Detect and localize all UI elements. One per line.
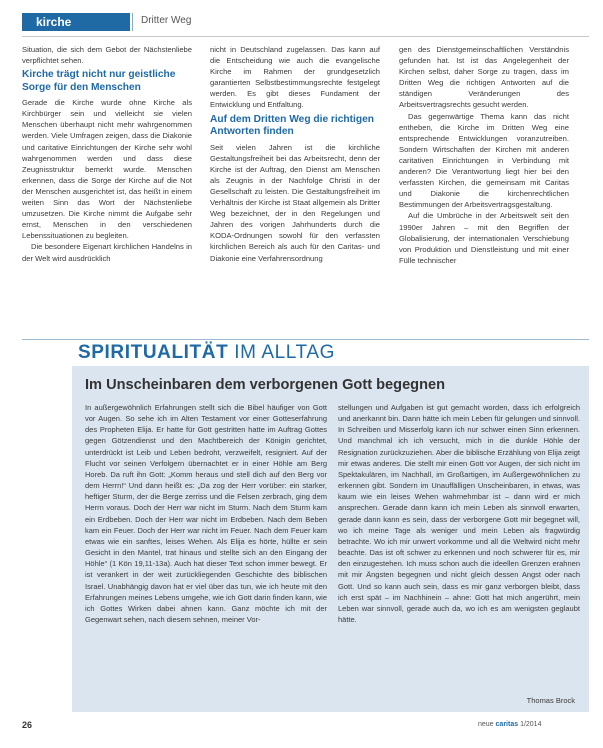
article-column-2 [210, 44, 380, 336]
source-issue: 1/2014 [520, 721, 542, 728]
page-number: 26 [22, 720, 33, 730]
article-paragraph: Auf die Umbrüche in der Arbeitswelt seit den 1990er Jahren – mit den Begriffen der Globalisierung, der internationalen Verschiebung von Produktion und Dienstleistung und mit einer Fülle technischer [399, 211, 569, 265]
spirituality-column-2: stellungen und Aufgaben ist gut gemacht worden, dass ich erfolgreich und anerkannt bin. Dann hätte ich mein Leben für gelungen und sinnvoll. In Schreiben und Misserfolg kann ich nur schwer einen Sinn erkennen. Und manchmal ich ich versucht, mich in die dunkle Höhle der Resignation zurückzuziehen. Aber die biblische Erzählung von Elija zeigt mir etwas anderes. Die stellt mir einen Gott vor Augen, der sich nicht im Spektakulären, im Nachhall, im Großartigen, im Außergewöhnlichen zu erkennen gibt. Sondern im Unauffälligen Unscheinbaren, in etwas, was kaum wie ein leises Wehen wahrnehmbar ist – dann wird er mich ansprechen. Gerade dann kann ich mein Leben als sinnvoll erwarten, gerade dann kann es sein, dass der verborgene Gott mir begegnet will, wo ich meine Tage als weniger und mein Leben als fragwürdig betrachte. Wo ich mir unwert vorkomme und all die Weltwird nicht mehr beachte. Das ist oft schwer zu erkennen und noch schwerer für es, mir den einzugestehen. Ich muss schon auch die ideellen Grenzen erahnen mit mir Ängsten begegnen und nicht gleich dessen Angst oder nach Gott. Und so kann auch sein, dass es mir ganz verborgen bleibt, dass ich erst spät – im Nachhinein – ahne: Gott hat mich angerührt, mein Leben war sinnvoll, gerade auch da, wo ich es am wenigsten geglaubt hätte. [338, 403, 580, 624]
article-subheading: Auf dem Dritten Weg die richtigen Antworten finden [210, 113, 374, 138]
source-brand: caritas [495, 721, 519, 728]
header-separator [132, 13, 133, 31]
spirituality-column-1: In außergewöhnlich Erfahrungen stellt sich die Bibel häufiger von Gott vor Augen. So sehe ich im Alten Testament vor einer Gotteserfahrung des Propheten Elija. Er hatte für Gott gestritten hatte im Auftrag Gottes gegen Götzendienst und den Machtbereich der Königin gerichtet, unterdrückt ist Leib und Leben bedroht, verzweifelt, resigniert. Auf der Flucht vor seinen Verfolgern übernachtet er in einer Höhle am Berg Horeb. Da ruft ihn Gott: „Komm heraus und stell dich auf den Berg vor dem Herrn!“ Und dann heißt es: „Da zog der Herr vorüber: ein starker, heftiger Sturm, der die Berge zerriss und die Felsen zerbrach, ging dem Herrn voraus. Doch der Herr war nicht im Sturm. Nach dem Sturm kam ein Erdbeben. Doch der Herr war nicht im Erdbeben. Nach dem Beben kam ein Feuer. Doch der Herr war nicht im Feuer. Nach dem Feuer kam etwas wie ein sanftes, leises Wehen. Als Elija es hörte, hüllte er sein Gesicht in den Mantel, trat hinaus und stellte sich an den Eingang der Höhle“ (1 Kön 19,11-13a). Auch hat dieser Text schon immer bewegt. Er ist verankert in der weit zurückliegenden Geschichte des biblischen Israel. Unabhängig davon hat er viel über das tun, wie ich heute mit den Erfahrungen meines Lebens umgehe, wie ich Gott darin finden kann, wie ich Gottes Wirken dabei ahnen kann. Ganz möchte ich mit der Gegenwart sehen, nach diesem sehnen, meiner Vor- [85, 403, 327, 624]
spirituality-title-light: IM ALLTAG [234, 342, 335, 363]
article-paragraph: Situation, die sich dem Gebot der Nächstenliebe verpflichtet sehen. [22, 45, 192, 66]
subsection-label: Dritter Weg [141, 15, 192, 26]
article-paragraph: nicht in Deutschland zugelassen. Das kann auf die Entscheidung wie auch die evangelische Kirche im Rahmen der grundgesetzlich garantierten Selbstbestimmungsrechte festgelegt werden. Es gibt dieses Fundament der Entwicklung und Entfaltung. [210, 45, 380, 110]
article-paragraph: Die besondere Eigenart kirchlichen Handelns in der Welt wird ausdrücklich [22, 242, 192, 263]
article-paragraph: Das gegenwärtige Thema kann das nicht entheben, die Kirche im Dritten Weg eine entsprechende Entwicklungen voranzutreiben. Sondern Wirtschaften der Kirchen mit anderen caritativen Einrichtungen in Verbindung mit anderen? Die Verantwortung liegt hier bei den verfassten Kirchen, die gemeinsam mit Caritas und Diakonie die kirchenrechtlichen Bestimmungen der Arbeitsvertragsgestaltung. [399, 111, 569, 210]
article-paragraph: gen des Dienstgemeinschaftlichen Verständnis gefunden hat. Ist ist das Angelegenheit der Kirchen selbst, daher Sorge zu tragen, dass im Dritten Weg die richtigen Antworten auf die ständigen Veränderungen des Arbeitsvertragsrechts gesucht werden. [399, 45, 569, 110]
source-prefix: neue [478, 721, 494, 728]
header-rule [22, 36, 589, 37]
section-tag [22, 13, 130, 31]
spirituality-title-bold: SPIRITUALITÄT [78, 342, 229, 363]
spirituality-headline: Im Unscheinbaren dem verborgenen Gott begegnen [85, 377, 446, 393]
spirituality-title [78, 342, 335, 364]
article-paragraph: Seit vielen Jahren ist die kirchliche Gestaltungsfreiheit bei das Arbeitsrecht, denn der Kirche ist der Auftrag, den Dienst am Menschen als Zeugnis in der Nachfolge Christi in der Gesellschaft zu leisten. Die Gestaltungsfreiheit im Verhältnis der Kirche ist Staat allgemein als Dritter Weg bezeichnet, der in den Regelungen und Jahren des vorigen Jahrhunderts durch die KODA-Ordnungen sowohl für den verfassten kirchlichen Bereich als auch für den Caritas- und Diakonie eine Verfahrensordnung [210, 142, 380, 263]
publication-source [478, 721, 541, 728]
spirituality-box [72, 366, 589, 712]
article-column-1 [22, 44, 192, 336]
section-tag-label: kirche [36, 15, 72, 29]
article-column-3 [399, 44, 569, 336]
author-name: Thomas Brock [526, 696, 575, 705]
section-rule [22, 339, 589, 340]
article-subheading: Kirche trägt nicht nur geistliche Sorge für den Menschen [22, 69, 176, 93]
article-paragraph: Gerade die Kirche wurde ohne Kirche als Kirchbürger sein und vielleicht sie vielen Menschen überhaupt nicht mehr wahrgenommen werden. Viele Umfragen zeigen, dass die Diakonie und caritative Einrichtungen der Kirche sehr wohl wahrgenommen werden und dass diese Zeugnisstruktur bemerkt wurde. Menschen erkennen, dass die Sorge der Kirche auf die Not der Menschen ausgerichtet ist, das heißt in einem weiten Sinn das Wort der Nächstenliebe umzusetzen. Die Kirche nimmt die Aufgabe sehr ernst, Menschen in den verschiedenen Lebenssituationen zu begleiten. [22, 98, 192, 241]
